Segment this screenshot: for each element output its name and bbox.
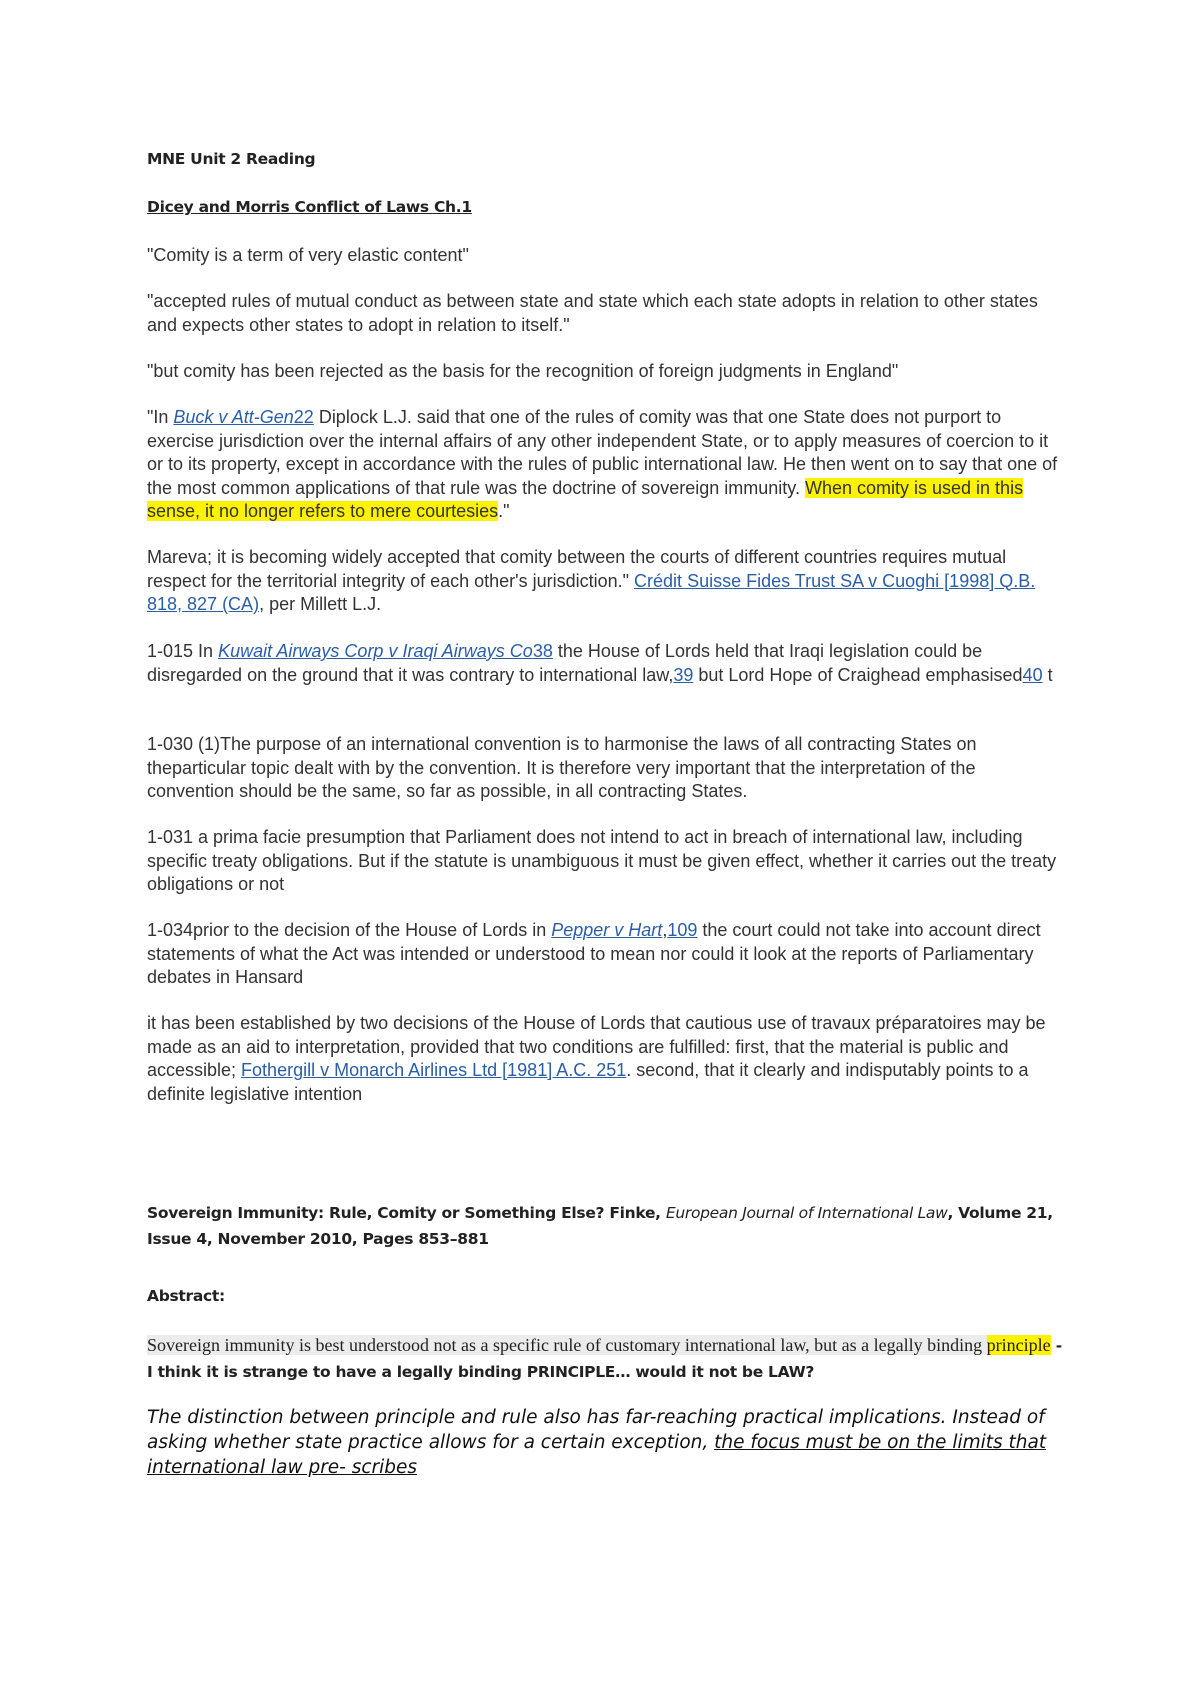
- paragraph-travaux: it has been established by two decisions of the House of Lords that cautious use of travaux préparatoires may be made as an aid to interpretation, provided that two conditions are fulfilled: first, that the material is public and accessible; Fothergill v Monarch Airlines Ltd [1981] A.C. 251. second, that it clearly and indisputably points to a definite legislative intention: [147, 1013, 1046, 1104]
- footnote-link-38[interactable]: 38: [532, 641, 553, 661]
- paragraph-1-030: 1-030 (1)The purpose of an international convention is to harmonise the laws of all contracting States on theparticular topic dealt with by the convention. It is therefore very important that the interpretation of the convention should be the same, so far as possible, in all contracting States.: [147, 734, 977, 801]
- paragraph-1-034: 1-034prior to the decision of the House of Lords in Pepper v Hart,109 the court could not take into account direct statements of what the Act was intended or understood to mean nor could it look at the reports of Parliamentary debates in Hansard: [147, 920, 1041, 987]
- reader-comment: - I think it is strange to have a legally binding PRINCIPLE… would it not be LAW?: [147, 1337, 1062, 1381]
- highlighted-principle: principle: [986, 1335, 1051, 1355]
- quote-comity-rejected: "but comity has been rejected as the basis for the recognition of foreign judgments in England": [147, 361, 899, 381]
- paragraph-1-015: 1-015 In Kuwait Airways Corp v Iraqi Airways Co38 the House of Lords held that Iraqi legislation could be disregarded on the ground that it was contrary to international law,39 but Lord Hope of Craighead emphasised40 t: [147, 641, 1053, 685]
- section-heading-finke: Sovereign Immunity: Rule, Comity or Something Else? Finke, European Journal of International Law, Volume 21, Issue 4, November 2010, Pages 853–881: [147, 1204, 1053, 1248]
- abstract-label: Abstract:: [147, 1287, 225, 1305]
- footnote-link-40[interactable]: 40: [1022, 664, 1043, 685]
- footnote-link-22[interactable]: 22: [293, 407, 314, 427]
- document-title: MNE Unit 2 Reading: [147, 150, 316, 168]
- footnote-link-109[interactable]: 109: [667, 920, 698, 940]
- case-link-pepper-v-hart[interactable]: Pepper v Hart: [551, 920, 663, 940]
- abstract-paragraph: Sovereign immunity is best understood not as a specific rule of customary international law, but as a legally binding principle - I think it is strange to have a legally binding PRINCIPLE… would it not be LAW?: [147, 1335, 1062, 1381]
- case-link-buck-v-att-gen[interactable]: Buck v Att-Gen: [173, 407, 294, 427]
- paragraph-buck-v-att-gen: "In Buck v Att-Gen22 Diplock L.J. said that one of the rules of comity was that one State does not purport to exercise jurisdiction over the internal affairs of any other independent State, or to apply measures of coercion to it or to its property, except in accordance with the rules of public international law. He then went on to say that one of the most common applications of that rule was the doctrine of sovereign immunity. When comity is used in this sense, it no longer refers to mere courtesies.": [147, 407, 1058, 521]
- paragraph-mareva: Mareva; it is becoming widely accepted that comity between the courts of different countries requires mutual respect for the territorial integrity of each other's jurisdiction." Crédit Suisse Fides Trust SA v Cuoghi [1998] Q.B. 818, 827 (CA), per Millett L.J.: [147, 547, 1036, 614]
- quote-comity-elastic: "Comity is a term of very elastic content": [147, 245, 469, 265]
- section-heading-dicey: Dicey and Morris Conflict of Laws Ch.1: [147, 198, 472, 216]
- case-link-kuwait-airways[interactable]: Kuwait Airways Corp v Iraqi Airways Co: [218, 641, 533, 661]
- case-link-fothergill[interactable]: Fothergill v Monarch Airlines Ltd [1981] A.C. 251: [241, 1060, 627, 1080]
- closing-paragraph: The distinction between principle and rule also has far-reaching practical implications. Instead of asking whether state practice allows for a certain exception, the focus must be on the limits that international law pre- scribes: [147, 1407, 1047, 1478]
- quote-accepted-rules: "accepted rules of mutual conduct as between state and state which each state adopts in relation to other states and expects other states to adopt in relation to itself.": [147, 291, 1038, 335]
- highlighted-text: When comity is used in this sense, it no longer refers to mere courtesies: [147, 477, 1024, 521]
- journal-name: European Journal of International Law: [665, 1204, 948, 1222]
- case-link-credit-suisse[interactable]: Crédit Suisse Fides Trust SA v Cuoghi [1998] Q.B. 818, 827 (CA): [147, 570, 1036, 614]
- underlined-text: the focus must be on the limits that international law pre- scribes: [147, 1432, 1047, 1478]
- footnote-link-39[interactable]: 39: [673, 664, 694, 685]
- paragraph-1-031: 1-031 a prima facie presumption that Parliament does not intend to act in breach of international law, including specific treaty obligations. But if the statute is unambiguous it must be given effect, whether it carries out the treaty obligations or not: [147, 827, 1057, 894]
